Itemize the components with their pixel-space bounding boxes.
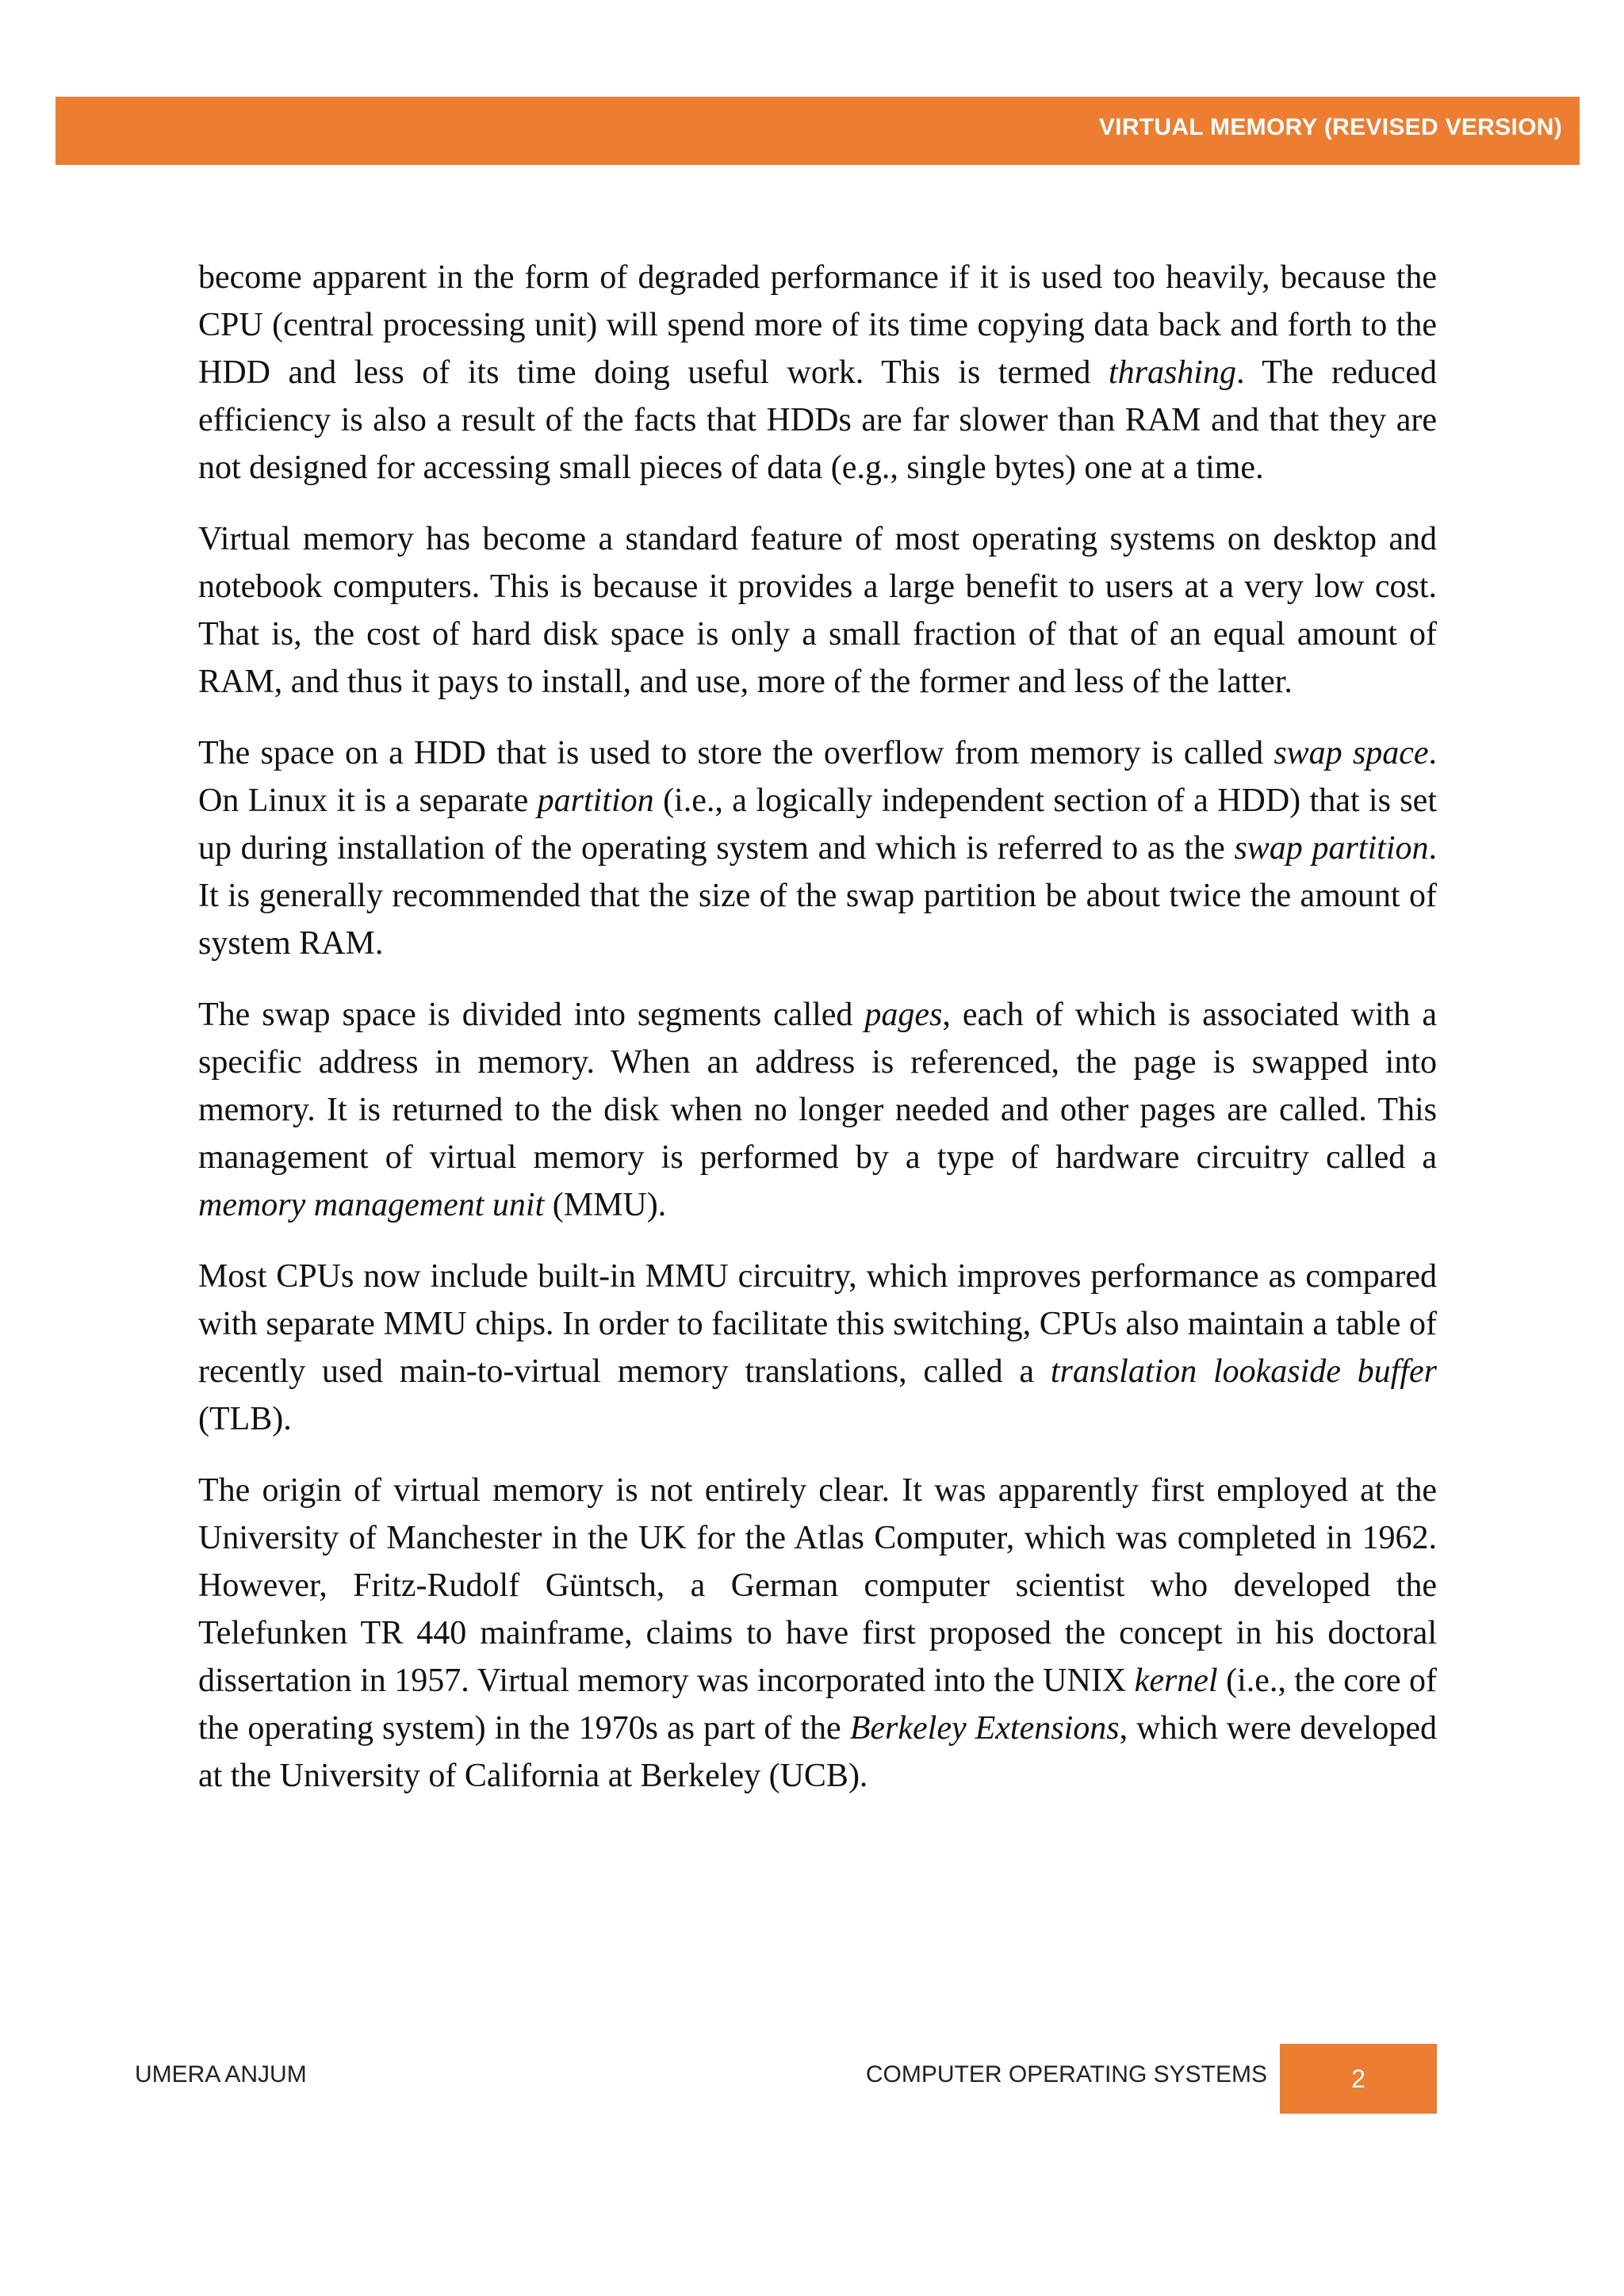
paragraph-text: (TLB).: [198, 1401, 292, 1437]
paragraph-text: Most CPUs now include built-in MMU circuitry, which improves performance as compared with separate MMU chips. In order to facilitate this switching, CPUs also maintain a table of recently used main-to-virtual memory translations, called a: [198, 1258, 1437, 1390]
page-number-box: [1280, 2044, 1437, 2114]
italic-term: kernel: [1134, 1663, 1218, 1699]
paragraph-text: , which were developed at the University of California at Berkeley (UCB).: [198, 1710, 1437, 1794]
paragraph-2: [198, 515, 1437, 706]
paragraph-5: [198, 1253, 1437, 1443]
italic-term: translation lookaside buffer: [1050, 1353, 1438, 1390]
paragraph-3: [198, 729, 1437, 967]
paragraph-text: become apparent in the form of degraded performance if it is used too heavily, because the CPU (central processing unit) will spend more of its time copying data back and forth to the HDD and less of its time doing useful work. This is termed: [198, 259, 1437, 391]
body-text: [198, 254, 1437, 1823]
header-bar: [56, 97, 1580, 165]
paragraph-6: [198, 1467, 1437, 1800]
paragraph-text: . On Linux it is a separate: [198, 735, 1437, 819]
paragraph-1: [198, 254, 1437, 492]
italic-term: Berkeley Extensions: [849, 1710, 1120, 1747]
footer-course-title: COMPUTER OPERATING SYSTEMS: [865, 2061, 1267, 2087]
document-title: VIRTUAL MEMORY (REVISED VERSION): [1098, 114, 1562, 140]
footer-author: UMERA ANJUM: [135, 2061, 307, 2087]
italic-term: swap partition: [1234, 830, 1429, 867]
paragraph-text: The origin of virtual memory is not entirely clear. It was apparently first employed at the University of Manchester in the UK for the Atlas Computer, which was completed in 1962. However, Fritz-Rudolf Güntsch, a German computer scientist who developed the Telefunken TR 440 mainframe, claims to have first proposed the concept in his doctoral dissertation in 1957. Virtual memory was incorporated into the UNIX: [198, 1472, 1437, 1699]
paragraph-text: (i.e., a logically independent section of a HDD) that is set up during installation of the operating system and which is referred to as the: [198, 783, 1437, 867]
paragraph-text: , each of which is associated with a specific address in memory. When an address is referenced, the page is swapped into memory. It is returned to the disk when no longer needed and other pages are called. This management of virtual memory is performed by a type of hardware circuitry called a: [198, 997, 1437, 1176]
italic-term: partition: [537, 783, 654, 819]
paragraph-4: [198, 991, 1437, 1229]
italic-term: memory management unit: [198, 1187, 545, 1223]
paragraph-text: The swap space is divided into segments called: [198, 997, 865, 1033]
page-number: 2: [1351, 2064, 1365, 2093]
italic-term: pages: [864, 997, 943, 1033]
italic-term: thrashing: [1108, 354, 1236, 391]
paragraph-text: Virtual memory has become a standard feature of most operating systems on desktop and notebook computers. This is because it provides a large benefit to users at a very low cost. That is, the cost of hard disk space is only a small fraction of that of an equal amount of RAM, and thus it pays to install, and use, more of the former and less of the latter.: [198, 521, 1437, 700]
paragraph-text: . The reduced efficiency is also a result of the facts that HDDs are far slower than RAM and that they are not designed for accessing small pieces of data (e.g., single bytes) one at a time.: [198, 354, 1437, 486]
paragraph-text: The space on a HDD that is used to store the overflow from memory is called: [198, 735, 1274, 771]
italic-term: swap space: [1274, 735, 1429, 771]
paragraph-text: (i.e., the core of the operating system) in the 1970s as part of the: [198, 1663, 1437, 1747]
paragraph-text: (MMU).: [544, 1187, 667, 1223]
paragraph-text: . It is generally recommended that the size of the swap partition be about twice the amount of system RAM.: [198, 830, 1437, 962]
